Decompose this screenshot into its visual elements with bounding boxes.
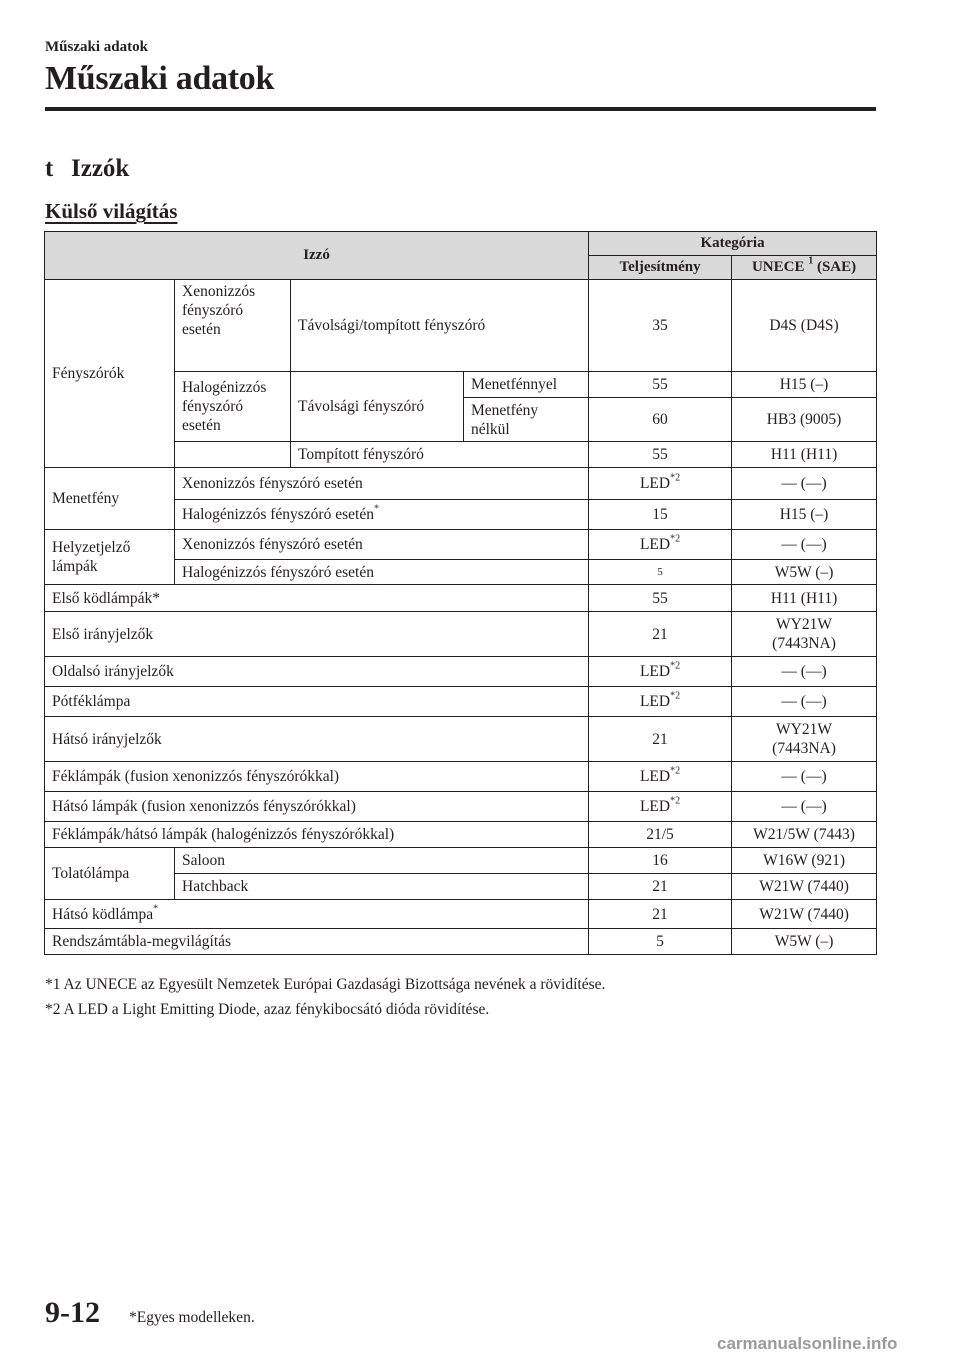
cell-code: W16W (921) [732, 848, 877, 874]
cell-label: Hátsó lámpák (fusion xenonizzós fényszórókkal) [45, 792, 589, 822]
table-footnotes [45, 972, 875, 1022]
cell-code: W5W (–) [732, 560, 877, 585]
cell-label: Féklámpák/hátsó lámpák (halogénizzós fényszórókkal) [45, 822, 589, 848]
section-heading [45, 155, 129, 183]
cell-code: W5W (–) [732, 929, 877, 955]
table-header-row [45, 232, 877, 256]
header-wattage: Teljesítmény [589, 256, 732, 280]
header-category: Kategória [589, 232, 877, 256]
cell-wattage: LED$^{*2}$ [589, 468, 732, 500]
cell-label: Xenonizzós fényszóró esetén [175, 530, 589, 560]
cell-with-drl: Menetfénnyel [464, 372, 589, 398]
row-label-reverse: Tolatólámpa [45, 848, 175, 900]
cell-label: Féklámpák (fusion xenonizzós fényszórókkal) [45, 762, 589, 792]
section-bullet: t [45, 155, 54, 182]
cell-without-drl: Menetfény nélkül [464, 398, 589, 442]
row-label-position: Helyzetjelző lámpák [45, 530, 175, 585]
cell-label: Első ködlámpák* [45, 585, 589, 612]
running-head: Műszaki adatok [45, 39, 148, 55]
footnote: *2 A LED a Light Emitting Diode, azaz fénykibocsátó dióda rövidítése. [45, 1001, 490, 1018]
cell-wattage: 55 [589, 372, 732, 398]
table-row [45, 687, 877, 717]
row-label-drl: Menetfény [45, 468, 175, 530]
cell-code: WY21W (7443NA) [732, 717, 877, 762]
cell-code: — (—) [732, 468, 877, 500]
page-footnote: *Egyes modelleken. [129, 1309, 255, 1326]
cell-label: Hátsó ködlámpa* [45, 900, 589, 929]
cell-wattage: 55 [589, 585, 732, 612]
cell-code: W21W (7440) [732, 874, 877, 900]
cell-label: Hatchback [175, 874, 589, 900]
row-label-headlights: Fényszórók [45, 280, 175, 468]
cell-label: Első irányjelzők [45, 612, 589, 657]
cell-code: — (—) [732, 792, 877, 822]
table-row [45, 929, 877, 955]
cell-wattage: LED$^{*2}$ [589, 792, 732, 822]
cell-label: Rendszámtábla-megvilágítás [45, 929, 589, 955]
cell-low-beam: Tompított fényszóró [291, 442, 589, 468]
header-bulb: Izzó [45, 232, 589, 280]
cell-wattage: 16 [589, 848, 732, 874]
cell-wattage: 21 [589, 612, 732, 657]
table-row [45, 468, 877, 500]
row-label-halogen: Halogénizzós fényszóró esetén [175, 372, 291, 442]
cell-label: Xenonizzós fényszóró esetén [175, 468, 589, 500]
table-row [45, 612, 877, 657]
cell-label: Halogénizzós fényszóró esetén* [175, 500, 589, 530]
cell-code: — (—) [732, 530, 877, 560]
subsection-heading: Külső világítás [45, 199, 178, 223]
cell-high-beam: Távolsági fényszóró [291, 372, 464, 442]
cell-code: WY21W (7443NA) [732, 612, 877, 657]
cell-label: Saloon [175, 848, 589, 874]
cell-label: Hátsó irányjelzők [45, 717, 589, 762]
cell-code: — (—) [732, 687, 877, 717]
cell-wattage: 60 [589, 398, 732, 442]
cell-wattage: 55 [589, 442, 732, 468]
cell-label: Pótféklámpa [45, 687, 589, 717]
cell-code: H11 (H11) [732, 442, 877, 468]
cell-wattage: 21 [589, 874, 732, 900]
cell-code: H15 (–) [732, 500, 877, 530]
cell-label: Oldalsó irányjelzők [45, 657, 589, 687]
cell-wattage: 15 [589, 500, 732, 530]
cell-code: H11 (H11) [732, 585, 877, 612]
table-row [45, 900, 877, 929]
table-row [45, 792, 877, 822]
table-row [45, 848, 877, 874]
cell-code: W21/5W (7443) [732, 822, 877, 848]
cell-beam: Távolsági/tompított fényszóró [291, 280, 589, 372]
table-row [45, 280, 877, 372]
cell-wattage: 21/5 [589, 822, 732, 848]
row-label-xenon: Xenonizzós fényszóró esetén [175, 280, 291, 372]
cell-code: W21W (7440) [732, 900, 877, 929]
chapter-title: Műszaki adatok [45, 60, 275, 97]
cell-label: Halogénizzós fényszóró esetén [175, 560, 589, 585]
cell-code: HB3 (9005) [732, 398, 877, 442]
cell-wattage: 5 [589, 929, 732, 955]
cell-code: H15 (–) [732, 372, 877, 398]
table-row [45, 822, 877, 848]
cell-wattage: LED$^{*2}$ [589, 762, 732, 792]
page-number: 9-12 [45, 1296, 100, 1329]
cell-code: D4S (D4S) [732, 280, 877, 372]
table-row [45, 530, 877, 560]
footnote: *1 Az UNECE az Egyesült Nemzetek Európai Gazdasági Bizottsága nevének a rövidítése. [45, 976, 606, 993]
cell-wattage: LED$^{*2}$ [589, 687, 732, 717]
bulb-spec-table [44, 231, 877, 955]
watermark: carmanualsonline.info [717, 1334, 898, 1353]
cell-code: — (—) [732, 657, 877, 687]
cell-code: — (—) [732, 762, 877, 792]
cell-wattage: LED$^{*2}$ [589, 657, 732, 687]
cell-wattage: 21 [589, 900, 732, 929]
table-row [45, 657, 877, 687]
cell-wattage: 5 [589, 560, 732, 585]
table-row [45, 717, 877, 762]
cell-wattage: 21 [589, 717, 732, 762]
header-unece: UNECE $^1$ (SAE) [732, 256, 877, 280]
table-row [45, 585, 877, 612]
table-row [45, 762, 877, 792]
title-divider [45, 107, 876, 111]
cell-wattage: 35 [589, 280, 732, 372]
cell-wattage: LED$^{*2}$ [589, 530, 732, 560]
section-title: Izzók [71, 155, 130, 182]
